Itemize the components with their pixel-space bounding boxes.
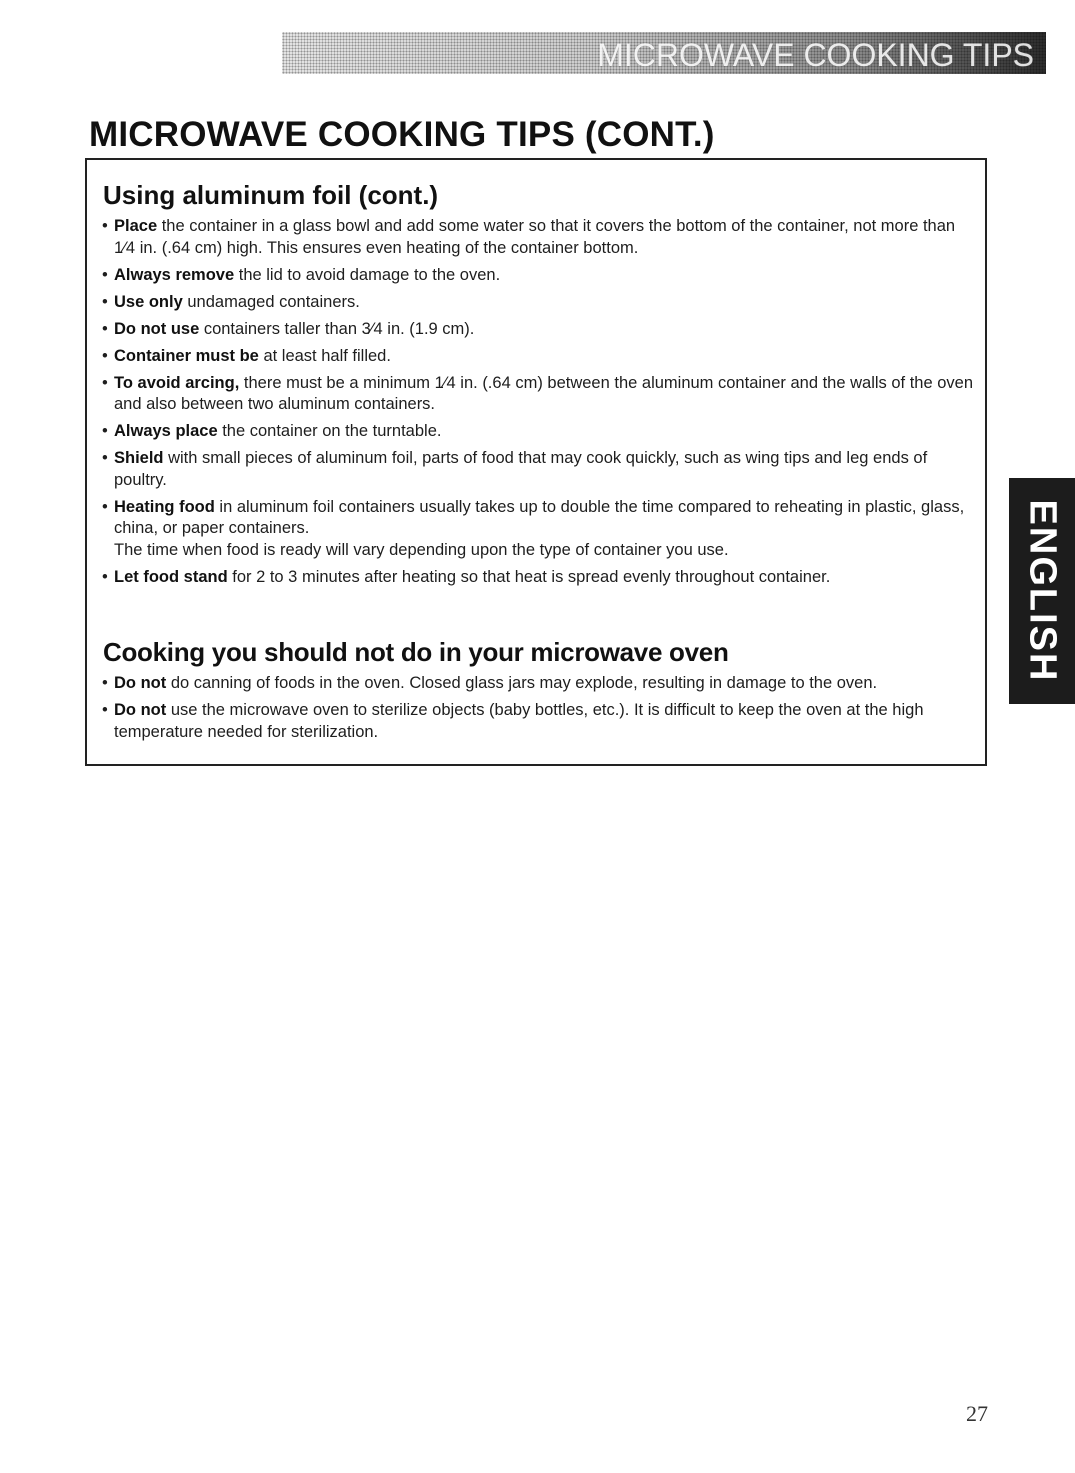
list-item — [102, 448, 974, 491]
bullet-icon: • — [102, 674, 108, 692]
list-item-text: do canning of foods in the oven. Closed glass jars may explode, resulting in damage to the oven. — [166, 674, 878, 692]
list-item-text: in aluminum foil containers usually takes up to double the time compared to reheating in plastic, glass, china, or paper containers. — [114, 497, 965, 537]
list-item — [102, 346, 974, 368]
banner-text: MICROWAVE COOKING TIPS — [597, 37, 1034, 73]
bullet-icon: • — [102, 265, 108, 284]
bullet-icon: • — [102, 292, 108, 311]
list-item-lead: Place — [114, 217, 158, 235]
list-item-text: the container on the turntable. — [217, 422, 442, 440]
bullet-icon: • — [102, 373, 108, 392]
list-item-text: for 2 to 3 minutes after heating so that heat is spread evenly throughout container. — [227, 567, 831, 586]
list-item-text: use the microwave oven to sterilize objects (baby bottles, etc.). It is difficult to keep the oven at the high temperature needed for sterilization. — [114, 701, 924, 741]
content-box — [85, 158, 987, 766]
list-item-text: the container in a glass bowl and add some water so that it covers the bottom of the container, not more than 1⁄4 in. (.64 cm) high. This ensures even heating of the container bottom. — [114, 217, 956, 257]
list-item-lead: Use only — [114, 292, 183, 311]
list-item-lead: Do not use — [114, 319, 200, 338]
list-item — [102, 216, 974, 259]
list-item — [102, 497, 974, 562]
section-heading-cooking-not-to-do: Cooking you should not do in your microwave oven — [103, 637, 729, 667]
list-item — [102, 567, 974, 589]
list-item-note: The time when food is ready will vary depending upon the type of container you use. — [114, 540, 729, 559]
list-item — [102, 700, 974, 743]
bullet-icon: • — [102, 701, 108, 719]
bullet-icon: • — [102, 346, 108, 365]
bullet-icon: • — [102, 449, 108, 467]
page-number: 27 — [966, 1401, 988, 1426]
section-banner — [282, 32, 1046, 74]
cooking-not-to-do-list — [102, 673, 974, 749]
list-item-text: containers taller than 3⁄4 in. (1.9 cm). — [199, 319, 475, 338]
list-item — [102, 673, 974, 695]
list-item-lead: Do not — [114, 701, 167, 719]
list-item-lead: Do not — [114, 674, 167, 692]
list-item — [102, 373, 974, 416]
bullet-icon: • — [102, 497, 108, 516]
list-item — [102, 292, 974, 314]
list-item-lead: Always place — [114, 422, 218, 440]
bullet-icon: • — [102, 567, 108, 586]
language-tab — [1009, 478, 1075, 704]
language-tab-label: ENGLISH — [1021, 499, 1064, 683]
list-item-text: the lid to avoid damage to the oven. — [234, 265, 501, 284]
list-item — [102, 265, 974, 287]
aluminum-foil-tips-list — [102, 216, 974, 594]
list-item — [102, 319, 974, 341]
list-item-text: with small pieces of aluminum foil, parts of food that may cook quickly, such as wing tips and leg ends of poultry. — [114, 449, 928, 489]
list-item-lead: Always remove — [114, 265, 235, 284]
list-item-text: at least half filled. — [258, 346, 391, 365]
list-item-lead: Container must be — [114, 346, 259, 365]
page-title: MICROWAVE COOKING TIPS (CONT.) — [89, 115, 715, 154]
bullet-icon: • — [102, 217, 108, 235]
list-item-text: undamaged containers. — [182, 292, 360, 311]
list-item-lead: Let food stand — [114, 567, 228, 586]
list-item-text: there must be a minimum 1⁄4 in. (.64 cm) between the aluminum container and the walls of the oven and also between two aluminum containers. — [114, 373, 974, 413]
bullet-icon: • — [102, 422, 108, 440]
list-item-lead: Heating food — [114, 497, 215, 516]
list-item-lead: Shield — [114, 449, 164, 467]
bullet-icon: • — [102, 319, 108, 338]
section-heading-aluminum-foil: Using aluminum foil (cont.) — [103, 180, 439, 210]
list-item — [102, 421, 974, 443]
list-item-lead: To avoid arcing, — [114, 373, 240, 392]
